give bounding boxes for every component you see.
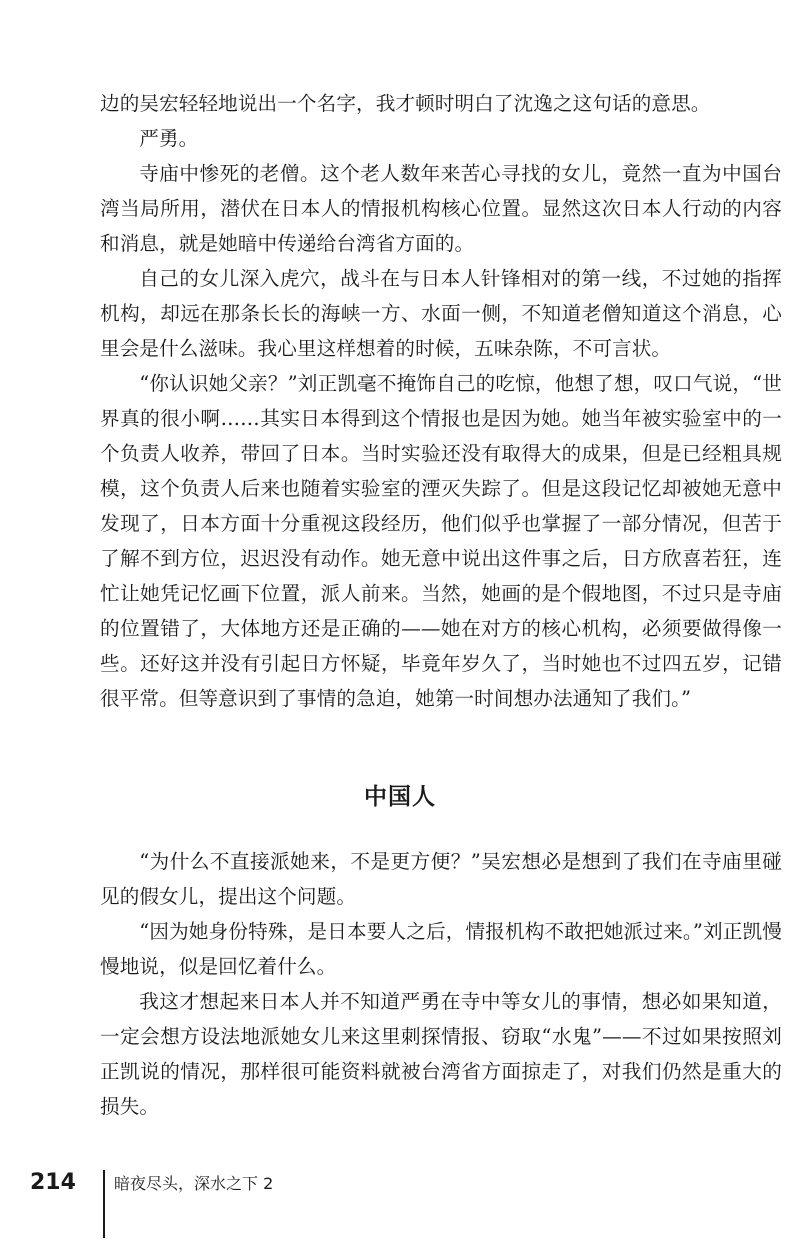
book-title: 暗夜尽头，深水之下 2 xyxy=(114,1174,274,1193)
paragraph: “你认识她父亲？”刘正凯毫不掩饰自己的吃惊，他想了想，叹口气说，“世界真的很小啊……其实日本得到这个情报也是因为她。她当年被实验室中的一个负责人收养，带回了日本。当时实验还没有取得大的成果，但是已经粗具规模，这个负责人后来也随着实验室的湮灭失踪了。但是这段记忆却被她无意中发现了，日本方面十分重视这段经历，他们似乎也掌握了一部分情况，但苦于了解不到方位，迟迟没有动作。她无意中说出这件事之后，日方欣喜若狂，连忙让她凭记忆画下位置，派人前来。当然，她画的是个假地图，不过只是寺庙的位置错了，大体地方还是正确的——她在对方的核心机构，必须要做得像一些。还好这并没有引起日方怀疑，毕竟年岁久了，当时她也不过四五岁，记错很平常。但等意识到了事情的急迫，她第一时间想办法通知了我们。” xyxy=(100,372,782,710)
paragraph: 严勇。 xyxy=(139,127,199,150)
page-number: 214 xyxy=(30,1170,76,1195)
paragraph: “因为她身份特殊，是日本要人之后，情报机构不敢把她派过来。”刘正凯慢慢地说，似是回忆着什么。 xyxy=(100,920,782,978)
paragraph: “为什么不直接派她来，不是更方便？”吴宏想必是想到了我们在寺庙里碰见的假女儿，提出这个问题。 xyxy=(100,850,782,908)
paragraph: 自己的女儿深入虎穴，战斗在与日本人针锋相对的第一线，不过她的指挥机构，却远在那条长长的海峡一方、水面一侧，不知道老僧知道这个消息，心里会是什么滋味。我心里这样想着的时候，五味杂陈，不可言状。 xyxy=(100,267,782,360)
body-text-top xyxy=(100,86,782,716)
paragraph: 边的吴宏轻轻地说出一个名字，我才顿时明白了沈逸之这句话的意思。 xyxy=(100,92,711,115)
footer-divider xyxy=(103,1170,105,1238)
body-text-bottom xyxy=(100,844,782,1124)
paragraph: 寺庙中惨死的老僧。这个老人数年来苦心寻找的女儿，竟然一直为中国台湾当局所用，潜伏在日本人的情报机构核心位置。显然这次日本人行动的内容和消息，就是她暗中传递给台湾省方面的。 xyxy=(100,162,782,255)
paragraph: 我这才想起来日本人并不知道严勇在寺中等女儿的事情，想必如果知道，一定会想方设法地派她女儿来这里刺探情报、窃取“水鬼”——不过如果按照刘正凯说的情况，那样很可能资料就被台湾省方面掠走了，对我们仍然是重大的损失。 xyxy=(100,990,782,1118)
section-heading: 中国人 xyxy=(364,784,436,810)
